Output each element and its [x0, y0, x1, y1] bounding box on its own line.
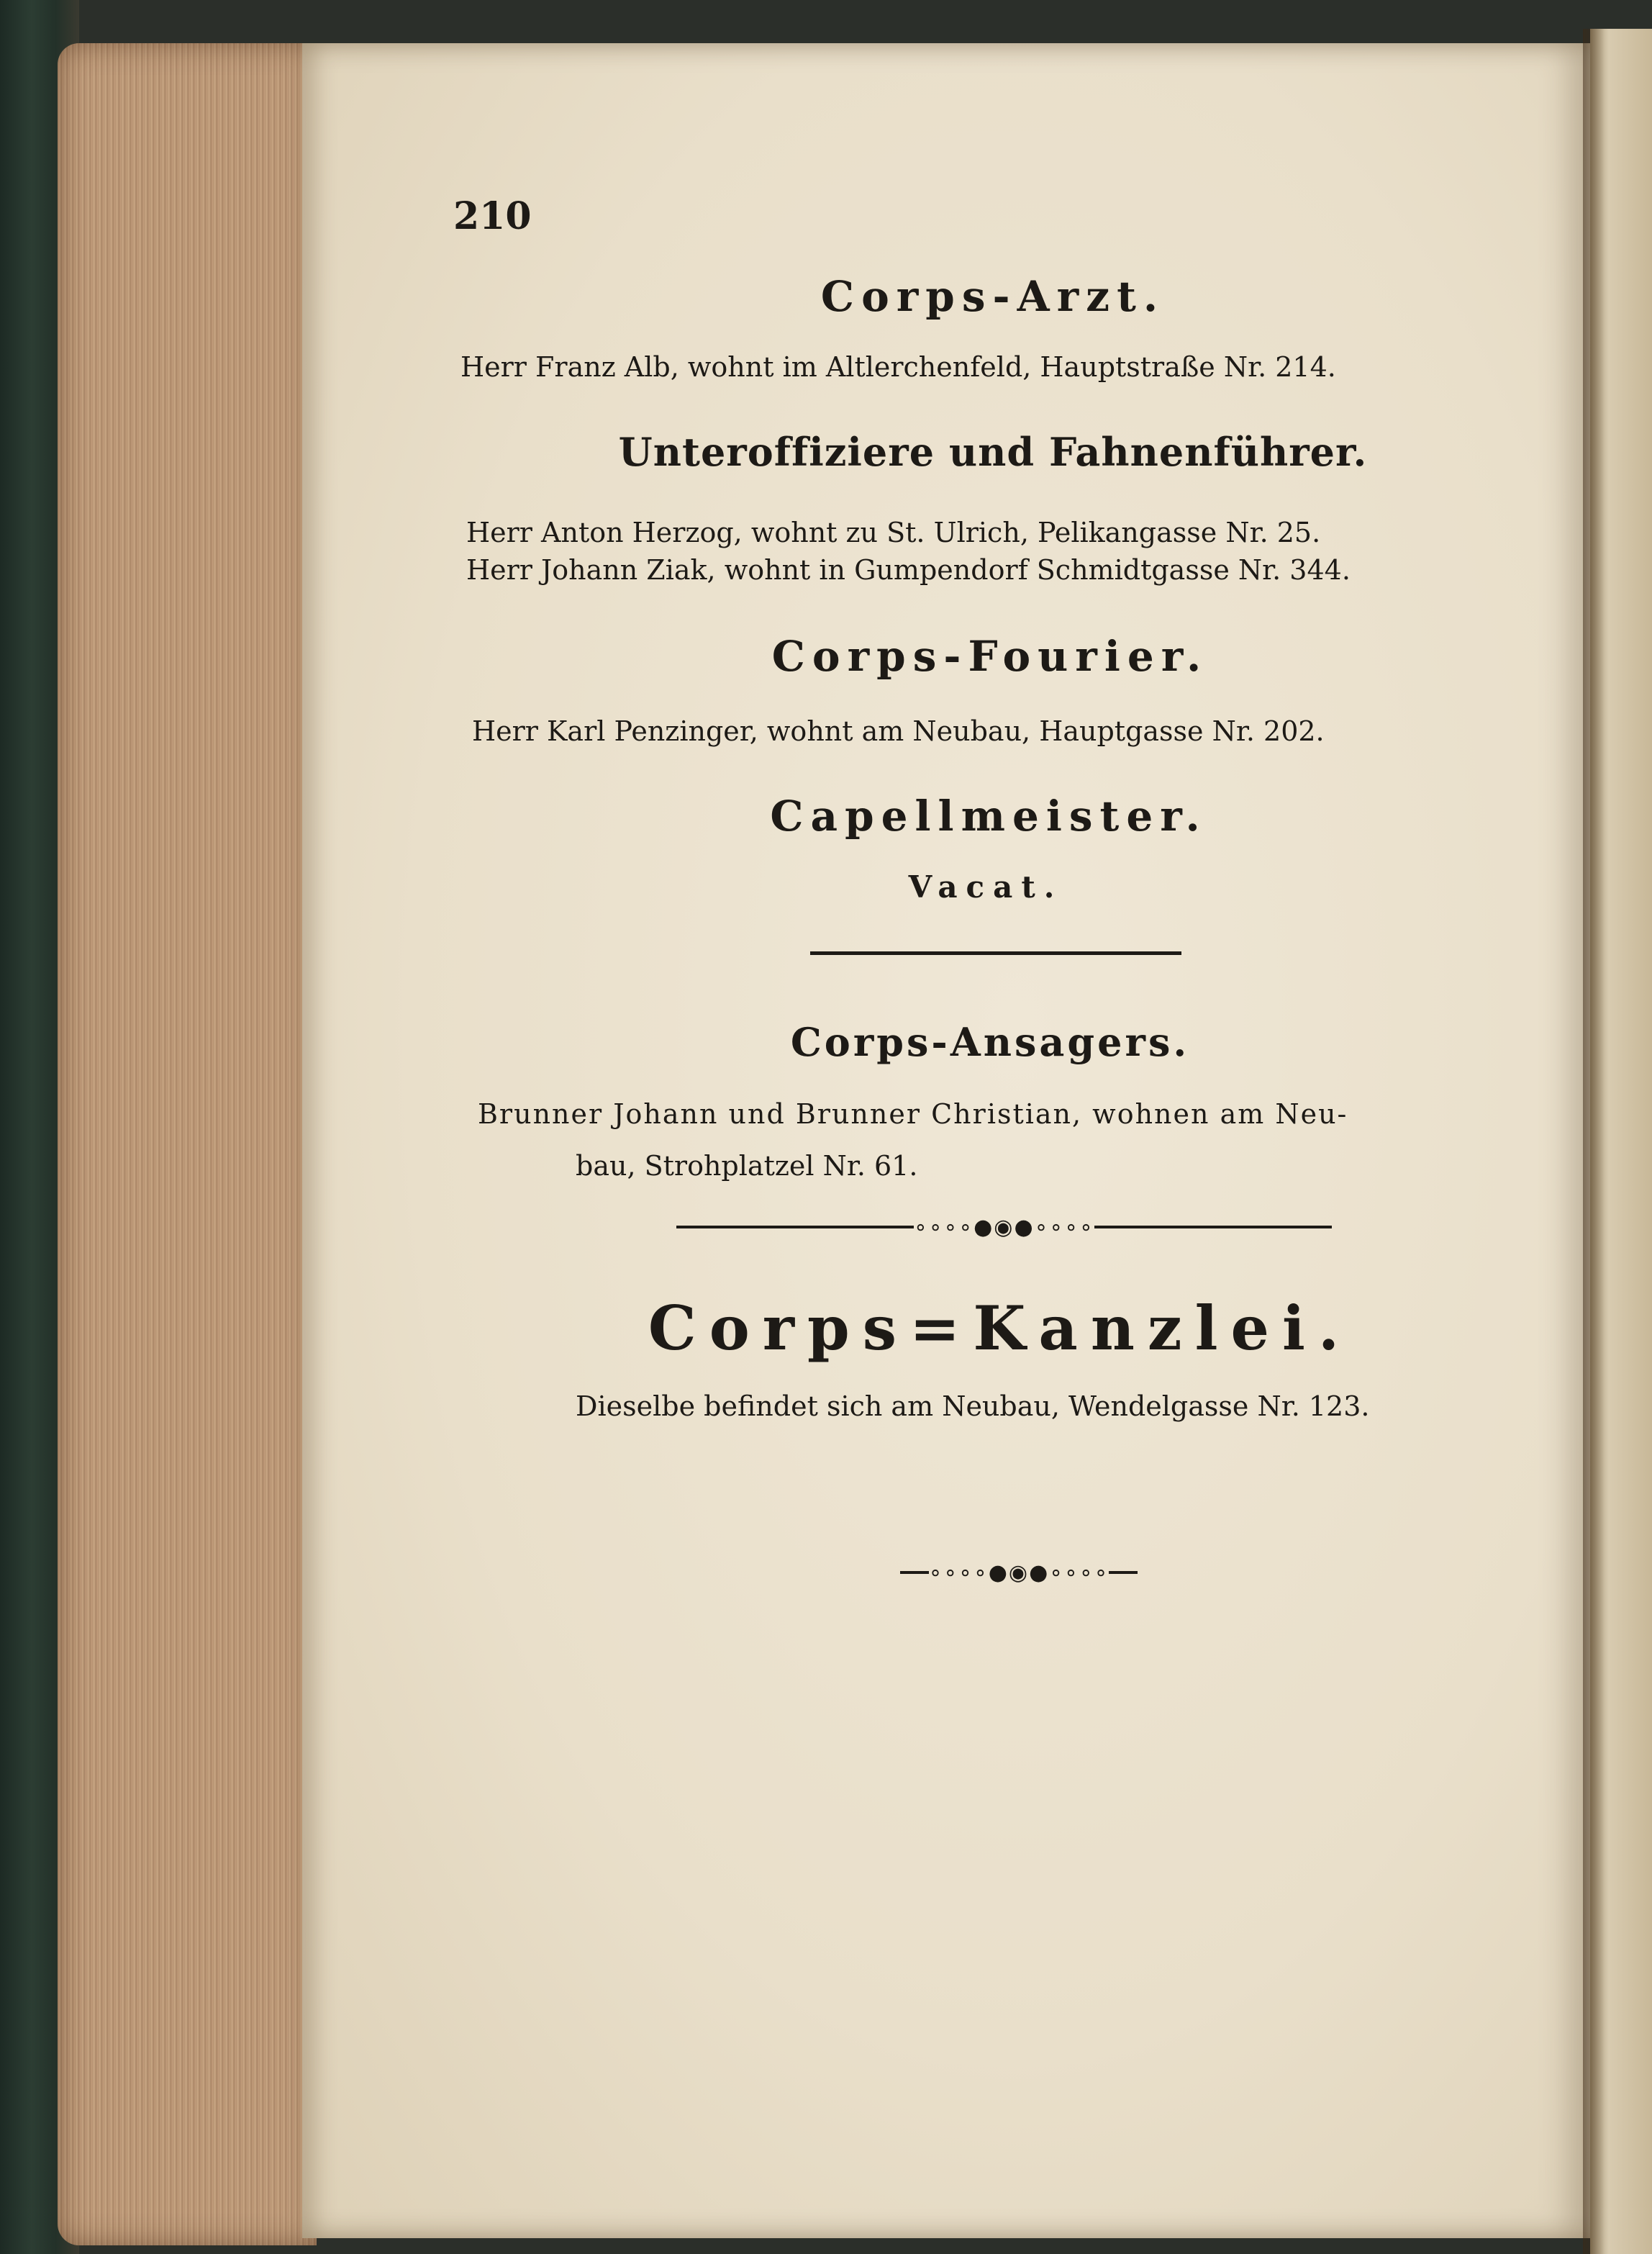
heading-capellmeister: Capellmeister.: [770, 792, 1207, 841]
heading-unteroffiziere: Unteroffiziere und Fahnenführer.: [618, 429, 1368, 475]
text-line: Herr Anton Herzog, wohnt zu St. Ulrich, Pelikangasse Nr. 25.: [466, 517, 1321, 548]
text-line: bau, Strohplatzel Nr. 61.: [576, 1150, 918, 1182]
heading-corps-arzt: Corps-Arzt.: [820, 272, 1166, 321]
heading-corps-kanzlei: Corps=Kanzlei.: [648, 1293, 1353, 1364]
text-line: Herr Karl Penzinger, wohnt am Neubau, Hauptgasse Nr. 202.: [472, 715, 1325, 747]
section-divider-rule: [810, 951, 1181, 955]
book-gutter: [1583, 29, 1605, 2254]
text-line: Herr Franz Alb, wohnt im Altlerchenfeld, Hauptstraße Nr. 214.: [460, 351, 1336, 383]
ornament-divider: [676, 1213, 1324, 1240]
text-line: Brunner Johann und Brunner Christian, wohnen am Neu-: [478, 1098, 1348, 1130]
heading-corps-fourier: Corps-Fourier.: [771, 632, 1209, 681]
ornament-glyphs: ∘∘∘∘●◉●∘∘∘∘: [928, 1560, 1109, 1585]
text-line: Herr Johann Ziak, wohnt in Gumpendorf Schmidtgasse Nr. 344.: [466, 554, 1351, 586]
text-line: Dieselbe befindet sich am Neubau, Wendelgasse Nr. 123.: [576, 1390, 1370, 1422]
text-vacat: Vacat.: [908, 869, 1063, 905]
page-edges: [58, 43, 317, 2245]
ornament-end: [889, 1559, 1148, 1585]
ornament-glyphs: ∘∘∘∘●◉●∘∘∘∘: [914, 1214, 1094, 1240]
heading-corps-ansagers: Corps-Ansagers.: [790, 1019, 1190, 1065]
page-number: 210: [453, 194, 532, 238]
